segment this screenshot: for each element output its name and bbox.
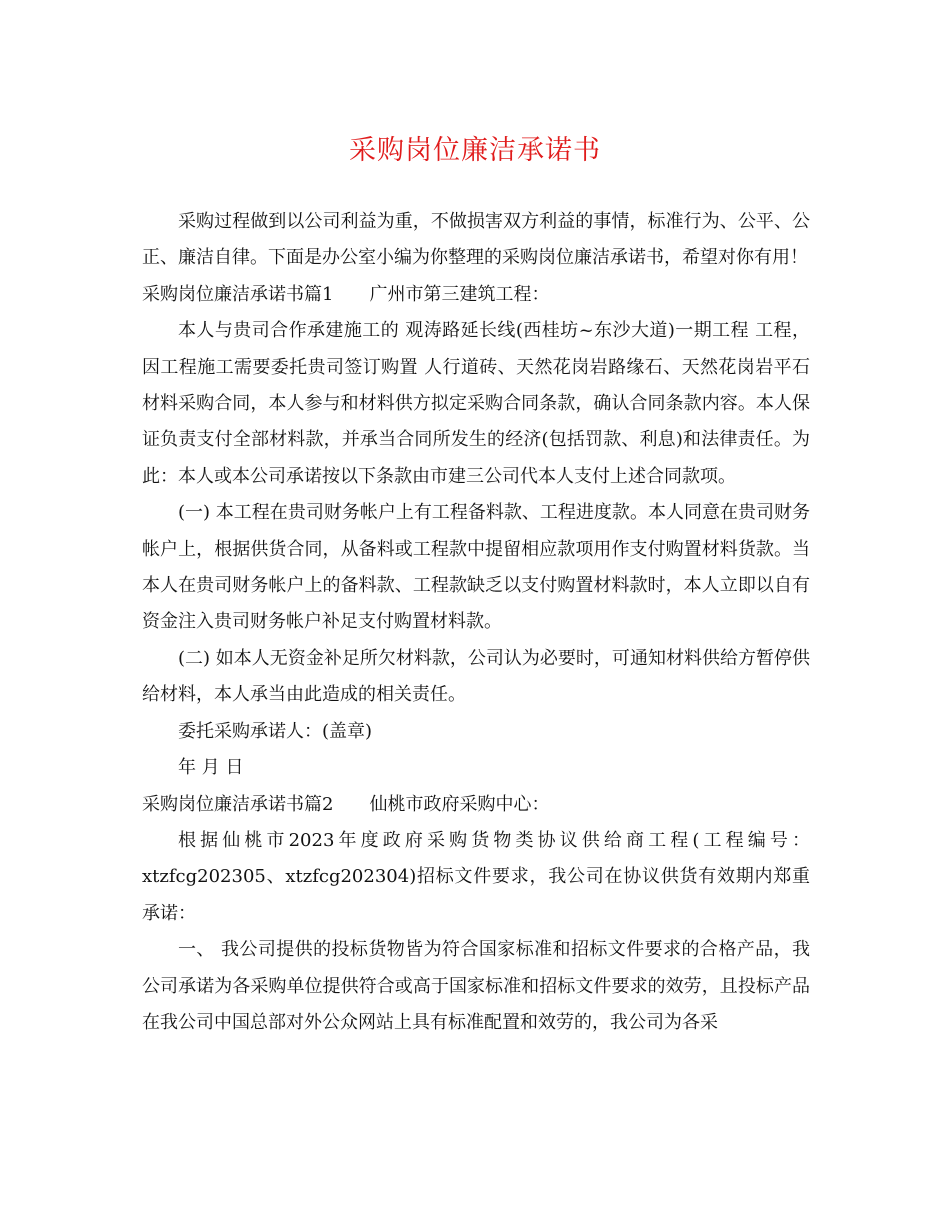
document-title: 采购岗位廉洁承诺书	[349, 135, 601, 166]
section1-signer: 委托采购承诺人：(盖章)	[178, 720, 373, 742]
section2-heading: 采购岗位廉洁承诺书篇2	[142, 793, 334, 815]
section1-date: 年 月 日	[178, 757, 244, 779]
section1-heading-line	[142, 277, 810, 313]
section1-heading: 采购岗位廉洁承诺书篇1	[142, 283, 334, 305]
section1-paragraph-1: 本人与贵司合作承建施工的 观涛路延长线(西桂坊~东沙大道)一期工程 工程，因工程施工需要委托贵司签订购置 人行道砖、天然花岗岩路缘石、天然花岗岩平石 材料采购合同，本人参与和材料供方拟定采购合同条款，确认合同条款内容。本人保证负责支付全部材料款，并承当合同所发生的经济(包括罚款、利息)和法律责任。为此：本人或本公司承诺按以下条款由市建三公司代本人支付上述合同款项。	[142, 320, 810, 487]
section1-paragraph-3: (二) 如本人无资金补足所欠材料款，公司认为必要时，可通知材料供给方暂停供给材料，本人承当由此造成的相关责任。	[142, 647, 810, 706]
document-body	[142, 204, 810, 1041]
section1-addressee: 广州市第三建筑工程：	[369, 283, 550, 305]
section2-paragraph-2: 一、 我公司提供的投标货物皆为符合国家标准和招标文件要求的合格产品，我公司承诺为各采购单位提供符合或高于国家标准和招标文件要求的效劳，且投标产品在我公司中国总部对外公众网站上具有标准配置和效劳的，我公司为各采	[142, 939, 810, 1033]
section2-heading-line	[142, 787, 810, 823]
section1-paragraph-2: (一) 本工程在贵司财务帐户上有工程备料款、工程进度款。本人同意在贵司财务帐户上，根据供货合同，从备料或工程款中提留相应款项用作支付购置材料货款。当本人在贵司财务帐户上的备料款、工程款缺乏以支付购置材料款时，本人立即以自有资金注入贵司财务帐户补足支付购置材料款。	[142, 502, 810, 633]
section2-addressee: 仙桃市政府采购中心：	[369, 793, 550, 815]
section2-paragraph-1: 根据仙桃市2023年度政府采购货物类协议供给商工程(工程编号：xtzfcg202305、xtzfcg202304)招标文件要求，我公司在协议供货有效期内郑重承诺：	[142, 829, 810, 924]
intro-paragraph: 采购过程做到以公司利益为重，不做损害双方利益的事情，标准行为、公平、公正、廉洁自律。下面是办公室小编为你整理的采购岗位廉洁承诺书，希望对你有用！	[142, 211, 810, 269]
